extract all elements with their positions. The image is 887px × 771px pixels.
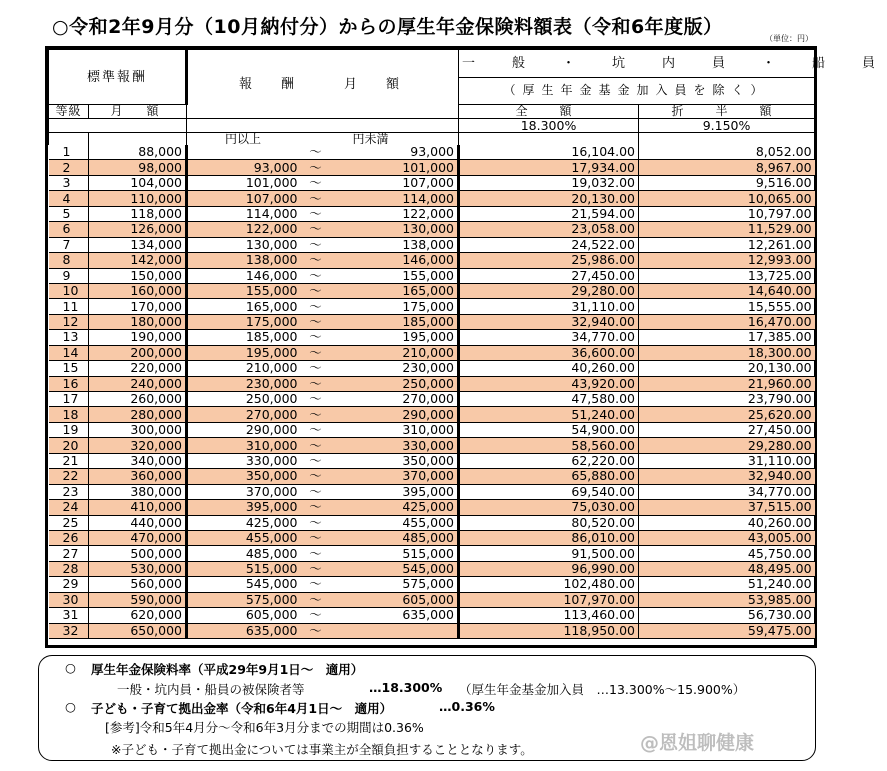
half-amount-cell: 40,260.00 bbox=[639, 515, 815, 530]
full-amount-cell: 47,580.00 bbox=[459, 392, 639, 407]
table-row bbox=[49, 237, 815, 252]
table-row bbox=[49, 546, 815, 561]
header-general: 一 般 ・ 坑 内 員 ・ 船 員 bbox=[459, 50, 815, 78]
watermark: @恩姐聊健康 bbox=[640, 732, 755, 754]
header-full: 全 額 bbox=[459, 105, 639, 119]
lower-bound-cell: 485,000 bbox=[187, 546, 301, 561]
premium-table bbox=[45, 46, 887, 648]
full-amount-cell: 27,450.00 bbox=[459, 268, 639, 283]
monthly-cell: 360,000 bbox=[89, 469, 187, 484]
table-row bbox=[49, 469, 815, 484]
half-amount-cell: 34,770.00 bbox=[639, 484, 815, 499]
grade-cell: 5 bbox=[49, 206, 89, 221]
table-row bbox=[49, 268, 815, 283]
header-monthly: 報 酬 月 額 bbox=[187, 50, 459, 119]
grade-cell: 14 bbox=[49, 345, 89, 360]
grade-cell: 27 bbox=[49, 546, 89, 561]
yen-under-label: 円未満 bbox=[352, 132, 389, 146]
grade-cell: 11 bbox=[49, 299, 89, 314]
upper-bound-cell: 485,000 bbox=[331, 530, 459, 545]
table-row bbox=[49, 422, 815, 437]
half-amount-cell: 8,967.00 bbox=[639, 160, 815, 175]
table-row bbox=[49, 577, 815, 592]
upper-bound-cell: 545,000 bbox=[331, 561, 459, 576]
upper-bound-cell: 250,000 bbox=[331, 376, 459, 391]
full-amount-cell: 20,130.00 bbox=[459, 191, 639, 206]
full-amount-cell: 69,540.00 bbox=[459, 484, 639, 499]
monthly-cell: 380,000 bbox=[89, 484, 187, 499]
full-amount-cell: 113,460.00 bbox=[459, 608, 639, 623]
table-row bbox=[49, 407, 815, 422]
table-row bbox=[49, 438, 815, 453]
range-tilde: ～ bbox=[301, 299, 331, 314]
upper-bound-cell: 93,000 bbox=[331, 145, 459, 160]
range-tilde: ～ bbox=[301, 592, 331, 607]
upper-bound-cell: 330,000 bbox=[331, 438, 459, 453]
lower-bound-cell bbox=[187, 145, 301, 160]
half-amount-cell: 37,515.00 bbox=[639, 500, 815, 515]
table-row bbox=[49, 592, 815, 607]
full-amount-cell: 24,522.00 bbox=[459, 237, 639, 252]
page-title: ○令和2年9月分（10月納付分）からの厚生年金保険料額表（令和6年度版） bbox=[52, 16, 723, 38]
lower-bound-cell: 101,000 bbox=[187, 175, 301, 190]
upper-bound-cell: 310,000 bbox=[331, 422, 459, 437]
header-row-1 bbox=[49, 50, 815, 78]
full-amount-cell: 19,032.00 bbox=[459, 175, 639, 190]
grade-cell: 12 bbox=[49, 314, 89, 329]
monthly-cell: 240,000 bbox=[89, 376, 187, 391]
range-tilde: ～ bbox=[301, 407, 331, 422]
lower-bound-cell: 455,000 bbox=[187, 530, 301, 545]
lower-bound-cell: 425,000 bbox=[187, 515, 301, 530]
upper-bound-cell: 350,000 bbox=[331, 453, 459, 468]
lower-bound-cell: 515,000 bbox=[187, 561, 301, 576]
table-row bbox=[49, 330, 815, 345]
lower-bound-cell: 370,000 bbox=[187, 484, 301, 499]
grade-cell: 9 bbox=[49, 268, 89, 283]
half-amount-cell: 17,385.00 bbox=[639, 330, 815, 345]
monthly-cell: 320,000 bbox=[89, 438, 187, 453]
table-row bbox=[49, 191, 815, 206]
upper-bound-cell: 122,000 bbox=[331, 206, 459, 221]
full-amount-cell: 51,240.00 bbox=[459, 407, 639, 422]
yen-unit-row bbox=[49, 133, 815, 146]
monthly-cell: 170,000 bbox=[89, 299, 187, 314]
table-row bbox=[49, 145, 815, 160]
lower-bound-cell: 146,000 bbox=[187, 268, 301, 283]
upper-bound-cell: 130,000 bbox=[331, 222, 459, 237]
monthly-cell: 98,000 bbox=[89, 160, 187, 175]
range-tilde: ～ bbox=[301, 623, 331, 638]
grade-cell: 4 bbox=[49, 191, 89, 206]
rate-full: 18.300% bbox=[459, 119, 639, 133]
upper-bound-cell: 230,000 bbox=[331, 361, 459, 376]
lower-bound-cell: 310,000 bbox=[187, 438, 301, 453]
lower-bound-cell: 195,000 bbox=[187, 345, 301, 360]
grade-cell: 25 bbox=[49, 515, 89, 530]
range-tilde: ～ bbox=[301, 561, 331, 576]
grade-cell: 8 bbox=[49, 253, 89, 268]
table-row bbox=[49, 515, 815, 530]
range-tilde: ～ bbox=[301, 438, 331, 453]
monthly-cell: 160,000 bbox=[89, 283, 187, 298]
lower-bound-cell: 230,000 bbox=[187, 376, 301, 391]
grade-cell: 15 bbox=[49, 361, 89, 376]
header-month-amount: 月 額 bbox=[89, 105, 187, 119]
full-amount-cell: 91,500.00 bbox=[459, 546, 639, 561]
monthly-cell: 134,000 bbox=[89, 237, 187, 252]
table-row bbox=[49, 530, 815, 545]
upper-bound-cell: 395,000 bbox=[331, 484, 459, 499]
range-tilde: ～ bbox=[301, 145, 331, 160]
lower-bound-cell: 130,000 bbox=[187, 237, 301, 252]
range-tilde: ～ bbox=[301, 345, 331, 360]
upper-bound-cell: 195,000 bbox=[331, 330, 459, 345]
grade-cell: 3 bbox=[49, 175, 89, 190]
monthly-cell: 470,000 bbox=[89, 530, 187, 545]
full-amount-cell: 58,560.00 bbox=[459, 438, 639, 453]
grade-cell: 1 bbox=[49, 145, 89, 160]
range-tilde: ～ bbox=[301, 577, 331, 592]
full-amount-cell: 96,990.00 bbox=[459, 561, 639, 576]
full-amount-cell: 65,880.00 bbox=[459, 469, 639, 484]
table-row bbox=[49, 561, 815, 576]
monthly-cell: 142,000 bbox=[89, 253, 187, 268]
half-amount-cell: 12,993.00 bbox=[639, 253, 815, 268]
half-amount-cell: 15,555.00 bbox=[639, 299, 815, 314]
grade-cell: 23 bbox=[49, 484, 89, 499]
monthly-cell: 340,000 bbox=[89, 453, 187, 468]
full-amount-cell: 34,770.00 bbox=[459, 330, 639, 345]
monthly-cell: 104,000 bbox=[89, 175, 187, 190]
half-amount-cell: 14,640.00 bbox=[639, 283, 815, 298]
grade-cell: 19 bbox=[49, 422, 89, 437]
monthly-cell: 200,000 bbox=[89, 345, 187, 360]
full-amount-cell: 80,520.00 bbox=[459, 515, 639, 530]
note2-title: 子ども・子育て拠出金率（令和6年4月1日～ 適用） bbox=[91, 701, 393, 716]
table-body bbox=[49, 145, 815, 639]
table-row bbox=[49, 361, 815, 376]
table-row bbox=[49, 608, 815, 623]
full-amount-cell: 102,480.00 bbox=[459, 577, 639, 592]
half-amount-cell: 9,516.00 bbox=[639, 175, 815, 190]
range-tilde: ～ bbox=[301, 206, 331, 221]
half-amount-cell: 13,725.00 bbox=[639, 268, 815, 283]
lower-bound-cell: 635,000 bbox=[187, 623, 301, 638]
grade-cell: 16 bbox=[49, 376, 89, 391]
full-amount-cell: 17,934.00 bbox=[459, 160, 639, 175]
upper-bound-cell: 455,000 bbox=[331, 515, 459, 530]
half-amount-cell: 8,052.00 bbox=[639, 145, 815, 160]
upper-bound-cell: 210,000 bbox=[331, 345, 459, 360]
monthly-cell: 590,000 bbox=[89, 592, 187, 607]
table-row bbox=[49, 175, 815, 190]
lower-bound-cell: 545,000 bbox=[187, 577, 301, 592]
range-tilde: ～ bbox=[301, 160, 331, 175]
header-standard: 標準報酬 bbox=[49, 50, 187, 105]
upper-bound-cell: 165,000 bbox=[331, 283, 459, 298]
upper-bound-cell: 575,000 bbox=[331, 577, 459, 592]
range-tilde: ～ bbox=[301, 453, 331, 468]
range-tilde: ～ bbox=[301, 283, 331, 298]
half-amount-cell: 29,280.00 bbox=[639, 438, 815, 453]
upper-bound-cell: 635,000 bbox=[331, 608, 459, 623]
table-row bbox=[49, 453, 815, 468]
grade-cell: 28 bbox=[49, 561, 89, 576]
table-row bbox=[49, 392, 815, 407]
grade-cell: 13 bbox=[49, 330, 89, 345]
note2-note: ※子ども・子育て拠出金については事業主が全額負担することとなります。 bbox=[111, 742, 533, 757]
table-row bbox=[49, 222, 815, 237]
unit-note: （単位：円） bbox=[765, 34, 813, 43]
range-tilde: ～ bbox=[301, 376, 331, 391]
half-amount-cell: 53,985.00 bbox=[639, 592, 815, 607]
lower-bound-cell: 93,000 bbox=[187, 160, 301, 175]
range-tilde: ～ bbox=[301, 484, 331, 499]
monthly-cell: 500,000 bbox=[89, 546, 187, 561]
lower-bound-cell: 138,000 bbox=[187, 253, 301, 268]
full-amount-cell: 21,594.00 bbox=[459, 206, 639, 221]
monthly-cell: 440,000 bbox=[89, 515, 187, 530]
half-amount-cell: 10,797.00 bbox=[639, 206, 815, 221]
grade-cell: 32 bbox=[49, 623, 89, 638]
half-amount-cell: 31,110.00 bbox=[639, 453, 815, 468]
note1-sub: 一般・坑内員・船員の被保険者等 bbox=[117, 682, 305, 697]
table-row bbox=[49, 345, 815, 360]
half-amount-cell: 10,065.00 bbox=[639, 191, 815, 206]
range-tilde: ～ bbox=[301, 530, 331, 545]
full-amount-cell: 32,940.00 bbox=[459, 314, 639, 329]
lower-bound-cell: 165,000 bbox=[187, 299, 301, 314]
range-tilde: ～ bbox=[301, 237, 331, 252]
monthly-cell: 220,000 bbox=[89, 361, 187, 376]
lower-bound-cell: 290,000 bbox=[187, 422, 301, 437]
upper-bound-cell: 290,000 bbox=[331, 407, 459, 422]
lower-bound-cell: 250,000 bbox=[187, 392, 301, 407]
grade-cell: 22 bbox=[49, 469, 89, 484]
half-amount-cell: 56,730.00 bbox=[639, 608, 815, 623]
half-amount-cell: 12,261.00 bbox=[639, 237, 815, 252]
half-amount-cell: 21,960.00 bbox=[639, 376, 815, 391]
monthly-cell: 88,000 bbox=[89, 145, 187, 160]
upper-bound-cell: 425,000 bbox=[331, 500, 459, 515]
full-amount-cell: 86,010.00 bbox=[459, 530, 639, 545]
grade-cell: 6 bbox=[49, 222, 89, 237]
range-tilde: ～ bbox=[301, 515, 331, 530]
full-amount-cell: 62,220.00 bbox=[459, 453, 639, 468]
grade-cell: 2 bbox=[49, 160, 89, 175]
range-tilde: ～ bbox=[301, 392, 331, 407]
range-tilde: ～ bbox=[301, 253, 331, 268]
grade-cell: 20 bbox=[49, 438, 89, 453]
lower-bound-cell: 395,000 bbox=[187, 500, 301, 515]
half-amount-cell: 59,475.00 bbox=[639, 623, 815, 638]
monthly-cell: 530,000 bbox=[89, 561, 187, 576]
range-tilde: ～ bbox=[301, 500, 331, 515]
note1-rate: …18.300% bbox=[369, 680, 443, 695]
table-row bbox=[49, 376, 815, 391]
lower-bound-cell: 114,000 bbox=[187, 206, 301, 221]
upper-bound-cell: 101,000 bbox=[331, 160, 459, 175]
full-amount-cell: 31,110.00 bbox=[459, 299, 639, 314]
upper-bound-cell: 146,000 bbox=[331, 253, 459, 268]
half-amount-cell: 27,450.00 bbox=[639, 422, 815, 437]
premium-table-grid bbox=[48, 49, 887, 639]
table-row bbox=[49, 623, 815, 638]
lower-bound-cell: 350,000 bbox=[187, 469, 301, 484]
half-amount-cell: 32,940.00 bbox=[639, 469, 815, 484]
half-amount-cell: 51,240.00 bbox=[639, 577, 815, 592]
grade-cell: 31 bbox=[49, 608, 89, 623]
grade-cell: 10 bbox=[49, 283, 89, 298]
range-tilde: ～ bbox=[301, 469, 331, 484]
range-tilde: ～ bbox=[301, 546, 331, 561]
lower-bound-cell: 122,000 bbox=[187, 222, 301, 237]
range-tilde: ～ bbox=[301, 330, 331, 345]
note2-rate: …0.36% bbox=[439, 699, 495, 714]
full-amount-cell: 75,030.00 bbox=[459, 500, 639, 515]
note1-title: 厚生年金保険料率（平成29年9月1日～ 適用） bbox=[91, 662, 364, 677]
upper-bound-cell: 270,000 bbox=[331, 392, 459, 407]
lower-bound-cell: 605,000 bbox=[187, 608, 301, 623]
grade-cell: 7 bbox=[49, 237, 89, 252]
monthly-cell: 110,000 bbox=[89, 191, 187, 206]
table-row bbox=[49, 314, 815, 329]
monthly-cell: 260,000 bbox=[89, 392, 187, 407]
upper-bound-cell: 515,000 bbox=[331, 546, 459, 561]
header-rate-row bbox=[49, 119, 815, 133]
half-amount-cell: 25,620.00 bbox=[639, 407, 815, 422]
half-amount-cell: 18,300.00 bbox=[639, 345, 815, 360]
lower-bound-cell: 210,000 bbox=[187, 361, 301, 376]
monthly-cell: 620,000 bbox=[89, 608, 187, 623]
half-amount-cell: 11,529.00 bbox=[639, 222, 815, 237]
grade-cell: 21 bbox=[49, 453, 89, 468]
monthly-cell: 280,000 bbox=[89, 407, 187, 422]
range-tilde: ～ bbox=[301, 268, 331, 283]
upper-bound-cell: 138,000 bbox=[331, 237, 459, 252]
note2-mark: ○ bbox=[65, 699, 76, 714]
half-amount-cell: 43,005.00 bbox=[639, 530, 815, 545]
note1-mark: ○ bbox=[65, 660, 76, 675]
upper-bound-cell: 185,000 bbox=[331, 314, 459, 329]
table-row bbox=[49, 484, 815, 499]
lower-bound-cell: 575,000 bbox=[187, 592, 301, 607]
full-amount-cell: 118,950.00 bbox=[459, 623, 639, 638]
header-excluding: （厚生年金基金加入員を除く） bbox=[459, 77, 815, 105]
note2-ref: [参考]令和5年4月分～令和6年3月分までの期間は0.36% bbox=[105, 720, 424, 735]
monthly-cell: 118,000 bbox=[89, 206, 187, 221]
grade-cell: 18 bbox=[49, 407, 89, 422]
upper-bound-cell: 107,000 bbox=[331, 175, 459, 190]
upper-bound-cell: 370,000 bbox=[331, 469, 459, 484]
note1-fund: （厚生年金基金加入員 …13.300%～15.900%） bbox=[459, 682, 746, 697]
monthly-cell: 300,000 bbox=[89, 422, 187, 437]
half-amount-cell: 23,790.00 bbox=[639, 392, 815, 407]
header-grade: 等級 bbox=[49, 105, 89, 119]
full-amount-cell: 36,600.00 bbox=[459, 345, 639, 360]
lower-bound-cell: 185,000 bbox=[187, 330, 301, 345]
range-tilde: ～ bbox=[301, 314, 331, 329]
table-row bbox=[49, 206, 815, 221]
full-amount-cell: 29,280.00 bbox=[459, 283, 639, 298]
rate-half: 9.150% bbox=[639, 119, 815, 133]
monthly-cell: 190,000 bbox=[89, 330, 187, 345]
full-amount-cell: 54,900.00 bbox=[459, 422, 639, 437]
upper-bound-cell bbox=[331, 623, 459, 638]
monthly-cell: 410,000 bbox=[89, 500, 187, 515]
lower-bound-cell: 270,000 bbox=[187, 407, 301, 422]
grade-cell: 17 bbox=[49, 392, 89, 407]
full-amount-cell: 25,986.00 bbox=[459, 253, 639, 268]
grade-cell: 26 bbox=[49, 530, 89, 545]
table-row bbox=[49, 283, 815, 298]
yen-over-label: 円以上 bbox=[187, 133, 301, 146]
half-amount-cell: 45,750.00 bbox=[639, 546, 815, 561]
grade-cell: 24 bbox=[49, 500, 89, 515]
lower-bound-cell: 175,000 bbox=[187, 314, 301, 329]
table-row bbox=[49, 299, 815, 314]
table-row bbox=[49, 500, 815, 515]
monthly-cell: 180,000 bbox=[89, 314, 187, 329]
monthly-cell: 126,000 bbox=[89, 222, 187, 237]
monthly-cell: 650,000 bbox=[89, 623, 187, 638]
monthly-cell: 560,000 bbox=[89, 577, 187, 592]
half-amount-cell: 20,130.00 bbox=[639, 361, 815, 376]
table-row bbox=[49, 253, 815, 268]
table-row bbox=[49, 160, 815, 175]
lower-bound-cell: 330,000 bbox=[187, 453, 301, 468]
range-tilde: ～ bbox=[301, 175, 331, 190]
upper-bound-cell: 114,000 bbox=[331, 191, 459, 206]
range-tilde: ～ bbox=[301, 191, 331, 206]
header-half: 折 半 額 bbox=[639, 105, 815, 119]
full-amount-cell: 107,970.00 bbox=[459, 592, 639, 607]
full-amount-cell: 16,104.00 bbox=[459, 145, 639, 160]
range-tilde: ～ bbox=[301, 608, 331, 623]
half-amount-cell: 16,470.00 bbox=[639, 314, 815, 329]
range-tilde: ～ bbox=[301, 222, 331, 237]
upper-bound-cell: 605,000 bbox=[331, 592, 459, 607]
lower-bound-cell: 107,000 bbox=[187, 191, 301, 206]
full-amount-cell: 40,260.00 bbox=[459, 361, 639, 376]
half-amount-cell: 48,495.00 bbox=[639, 561, 815, 576]
full-amount-cell: 43,920.00 bbox=[459, 376, 639, 391]
grade-cell: 30 bbox=[49, 592, 89, 607]
range-tilde: ～ bbox=[301, 422, 331, 437]
range-tilde: ～ bbox=[301, 361, 331, 376]
upper-bound-cell: 155,000 bbox=[331, 268, 459, 283]
upper-bound-cell: 175,000 bbox=[331, 299, 459, 314]
full-amount-cell: 23,058.00 bbox=[459, 222, 639, 237]
monthly-cell: 150,000 bbox=[89, 268, 187, 283]
lower-bound-cell: 155,000 bbox=[187, 283, 301, 298]
grade-cell: 29 bbox=[49, 577, 89, 592]
